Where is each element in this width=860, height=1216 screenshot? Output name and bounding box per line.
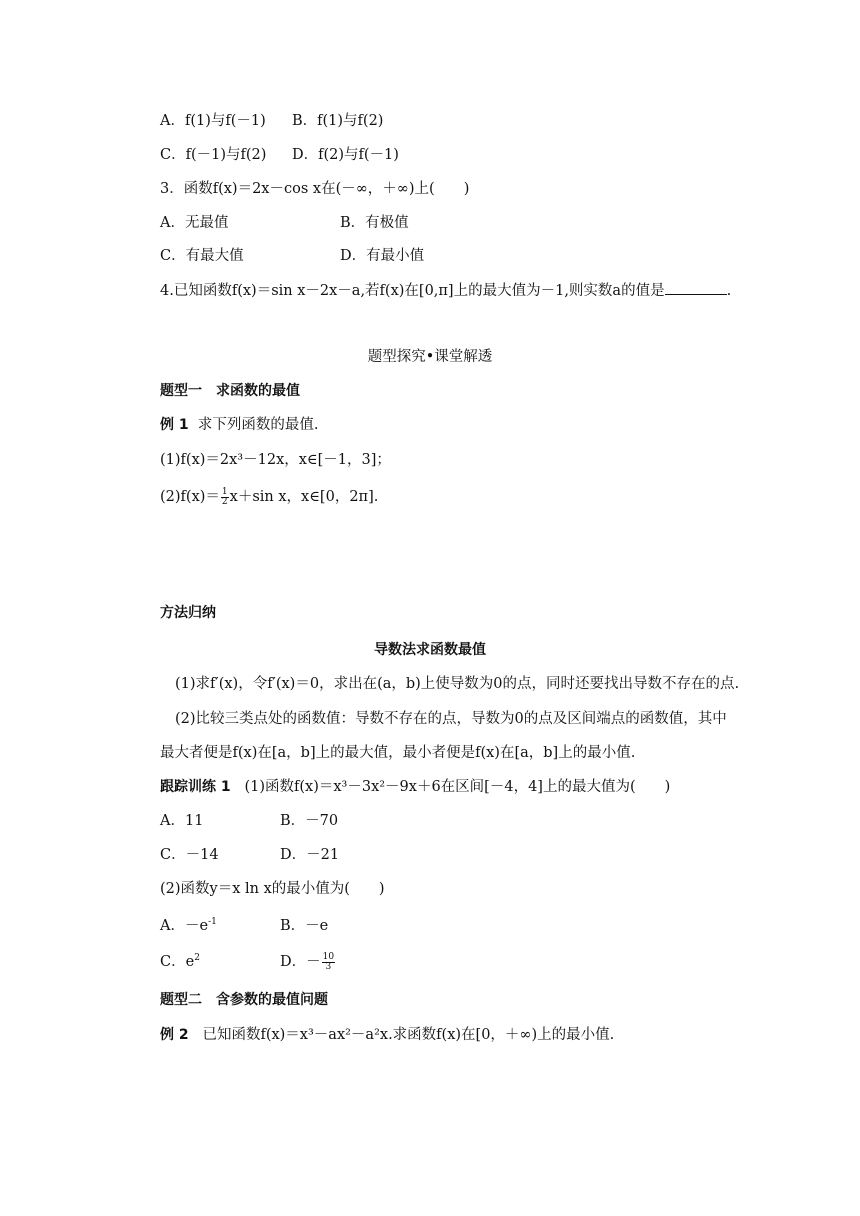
- q3-option-b: B．有极值: [340, 215, 409, 231]
- example2: [160, 1025, 614, 1045]
- q3-option-c: C．有最大值: [160, 248, 244, 264]
- training-q1-d: D．－21: [280, 847, 340, 863]
- answer-blank[interactable]: [665, 281, 727, 295]
- q2-c-text: C．e: [160, 954, 195, 970]
- q2-a-text: A．－e: [160, 918, 209, 934]
- fraction-denominator: 2: [221, 496, 228, 507]
- training-q2-d: [280, 952, 336, 972]
- q2-option-d: D．f(2)与f(－1): [292, 147, 399, 163]
- method-title: 导数法求函数最值: [374, 642, 486, 658]
- training-q1-text: (1)函数f(x)＝x³－3x²－9x＋6在区间[－4，4]上的最大值为( ): [244, 779, 671, 795]
- example1-text: 求下列函数的最值.: [197, 417, 319, 433]
- training-q1-a: A．11: [160, 813, 204, 829]
- type1-title: 题型一 求函数的最值: [160, 383, 300, 399]
- method-p2a: (2)比较三类点处的函数值：导数不存在的点，导数为0的点及区间端点的函数值，其中: [175, 711, 727, 727]
- q2-option-a: A．f(1)与f(－1): [160, 113, 266, 129]
- item2-suffix: x＋sin x，x∈[0，2π].: [229, 489, 379, 505]
- q2-option-b: B．f(1)与f(2): [292, 113, 384, 129]
- training-q1-b: B．－70: [280, 813, 339, 829]
- q3-stem: 3．函数f(x)＝2x－cos x在(－∞，＋∞)上( ): [160, 181, 470, 197]
- training-q2-b: B．－e: [280, 918, 329, 934]
- q4-stem: [160, 281, 731, 301]
- type2-title: 题型二 含参数的最值问题: [160, 992, 328, 1008]
- training-q1-c: C．－14: [160, 847, 219, 863]
- method-label: 方法归纳: [160, 605, 216, 621]
- training-label: 跟踪训练 1: [160, 779, 231, 795]
- q4-stem-end: .: [726, 283, 732, 299]
- example1-item2: [160, 487, 378, 507]
- fraction-numerator: 10: [322, 951, 335, 962]
- q2-option-c: C．f(－1)与f(2): [160, 147, 267, 163]
- fraction-ten-thirds: [322, 953, 335, 972]
- section-heading: 题型探究•课堂解透: [367, 349, 493, 365]
- training-q2-a: [160, 916, 217, 936]
- q3-option-a: A．无最值: [160, 215, 229, 231]
- q3-option-d: D．有最小值: [340, 248, 425, 264]
- q2-c-exponent: 2: [194, 953, 200, 963]
- q4-stem-text: 4.已知函数f(x)＝sin x－2x－a,若f(x)在[0,π]上的最大值为－1,则实数a的值是: [160, 283, 665, 299]
- fraction-half: [221, 488, 229, 507]
- q2-d-text: D．－: [280, 954, 321, 970]
- training-q2-c: [160, 952, 200, 972]
- training-q1-stem: [160, 777, 670, 797]
- item2-prefix: (2)f(x)＝: [160, 489, 220, 505]
- training-q2-stem: (2)函数y＝x ln x的最小值为( ): [160, 881, 385, 897]
- method-p1: (1)求f′(x)，令f′(x)＝0，求出在(a，b)上使导数为0的点，同时还要找出导数不存在的点.: [175, 676, 740, 692]
- q2-a-exponent: -1: [208, 917, 217, 927]
- example1-item1: (1)f(x)＝2x³－12x，x∈[－1，3]；: [160, 452, 391, 468]
- example1: [160, 415, 318, 435]
- method-p2b: 最大者便是f(x)在[a，b]上的最大值，最小者便是f(x)在[a，b]上的最小值.: [160, 745, 636, 761]
- example2-text: 已知函数f(x)＝x³－ax²－a²x.求函数f(x)在[0，＋∞)上的最小值.: [202, 1027, 615, 1043]
- example2-label: 例 2: [160, 1027, 189, 1043]
- example1-label: 例 1: [160, 417, 189, 433]
- fraction-denominator: 3: [325, 961, 332, 972]
- fraction-numerator: 1: [221, 486, 228, 497]
